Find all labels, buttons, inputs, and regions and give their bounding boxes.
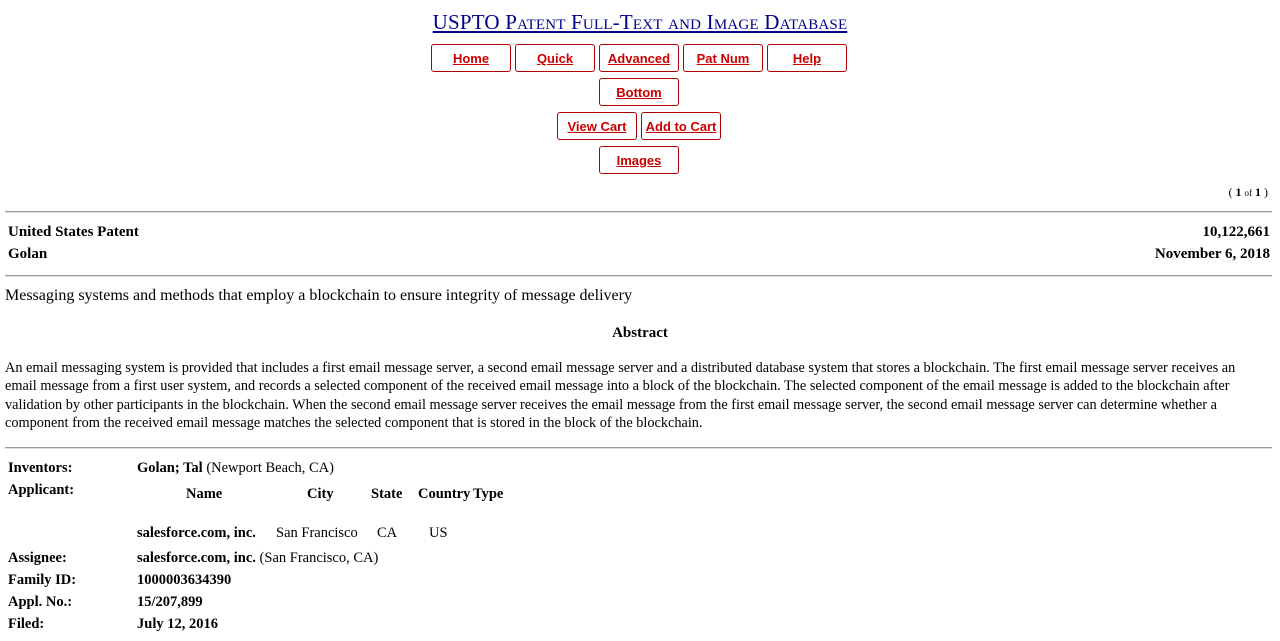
appl-no-label: Appl. No.: <box>8 594 73 610</box>
divider <box>5 275 1272 277</box>
add-to-cart-button[interactable]: Add to Cart <box>641 112 721 140</box>
pager-of: of <box>1244 188 1252 198</box>
pager-current: 1 <box>1235 185 1242 199</box>
abstract-heading: Abstract <box>612 325 668 341</box>
applicant-col-country: Country <box>418 486 471 502</box>
inventor-name: Golan; Tal <box>137 460 203 476</box>
abstract-text: An email messaging system is provided that includes a first email message server, a second email message server and a distributed database system that stores a blockchain. The first email message server receives an email message from a first user system, and records a selected component of the received email message into a block of the blockchain. The selected component of the email message is added to the blockchain after validation by other participants in the blockchain. When the second email message server receives the email message from the first email message server, the second email message server can determine whether a component from the received email message matches the selected component that is stored in the block of the blockchain. <box>5 360 1236 432</box>
filed-value: July 12, 2016 <box>137 616 218 632</box>
applicant-col-type: Type <box>473 486 504 502</box>
patent-title: Messaging systems and methods that employ a blockchain to ensure integrity of message delivery <box>5 287 632 304</box>
inventors-value <box>137 460 334 477</box>
applicant-col-state: State <box>371 486 403 502</box>
assignee-value <box>137 550 378 567</box>
patent-number: 10,122,661 <box>1202 224 1270 240</box>
inventor-location: (Newport Beach, CA) <box>206 460 334 476</box>
inventor-surname: Golan <box>8 246 48 262</box>
divider <box>5 447 1272 449</box>
applicant-state: CA <box>377 525 398 541</box>
database-title <box>0 10 1280 35</box>
patent-number-search-button[interactable]: Pat Num <box>683 44 763 72</box>
filed-label: Filed: <box>8 616 45 632</box>
quick-search-button[interactable]: Quick <box>515 44 595 72</box>
applicant-col-name: Name <box>186 486 223 502</box>
family-id-value: 1000003634390 <box>137 572 232 588</box>
applicant-country: US <box>429 525 448 541</box>
applicant-name: salesforce.com, inc. <box>137 525 256 541</box>
appl-no-value: 15/207,899 <box>137 594 203 610</box>
view-cart-button[interactable]: View Cart <box>557 112 637 140</box>
images-button[interactable]: Images <box>599 146 679 174</box>
applicant-col-city: City <box>307 486 334 502</box>
pager-open: ( <box>1228 185 1233 199</box>
assignee-label: Assignee: <box>8 550 67 566</box>
applicant-city: San Francisco <box>276 525 358 541</box>
assignee-name: salesforce.com, inc. <box>137 550 256 566</box>
inventors-label: Inventors: <box>8 460 73 476</box>
assignee-location: (San Francisco, CA) <box>259 550 379 566</box>
patent-kind: United States Patent <box>8 224 139 240</box>
family-id-label: Family ID: <box>8 572 77 588</box>
pager-close: ) <box>1264 185 1268 199</box>
applicant-label: Applicant: <box>8 482 75 498</box>
help-button[interactable]: Help <box>767 44 847 72</box>
pager-total: 1 <box>1255 185 1261 199</box>
issue-date: November 6, 2018 <box>1154 246 1270 262</box>
home-button[interactable]: Home <box>431 44 511 72</box>
bottom-button[interactable]: Bottom <box>599 78 679 106</box>
result-pager <box>1229 185 1269 200</box>
advanced-search-button[interactable]: Advanced <box>599 44 679 72</box>
database-title-link[interactable]: USPTO Patent Full-Text and Image Database <box>432 10 848 34</box>
divider <box>5 211 1272 213</box>
